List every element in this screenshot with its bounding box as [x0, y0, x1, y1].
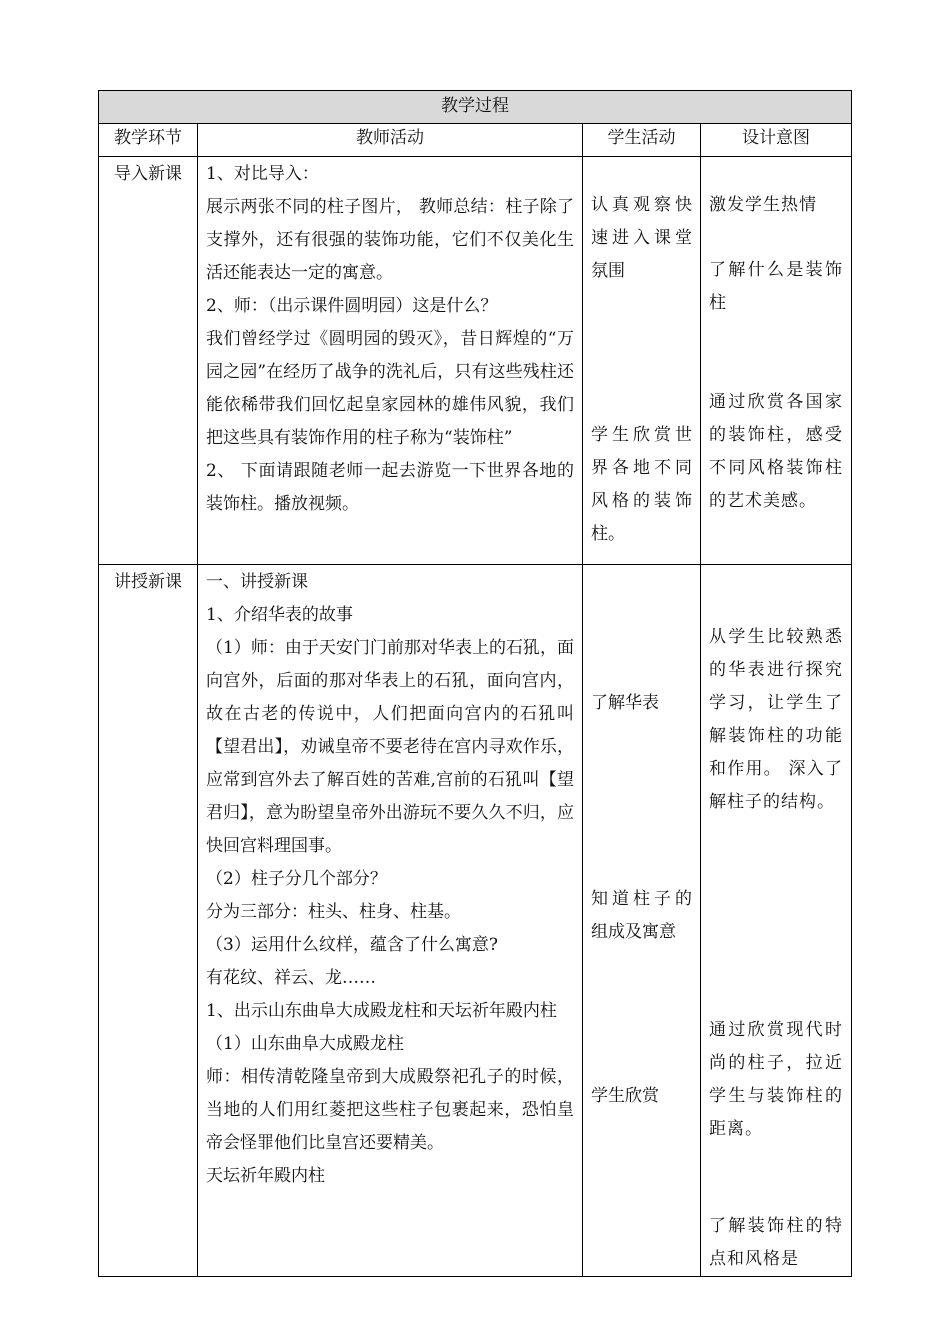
student-text: 认真观察快速进入课堂氛围 [591, 195, 692, 281]
student-text: 学生欣赏 [591, 1086, 659, 1106]
student-text: 了解华表 [591, 693, 659, 713]
intent-text: 激发学生热情 [709, 195, 817, 215]
intent-text: 从学生比较熟悉的华表进行探究学习，让学生了解装饰柱的功能和作用。 深入了解柱子的结构。 [709, 627, 843, 812]
paragraph: （1）师：由于天安门门前那对华表上的石犼，面向宫外，后面的那对华表上的石犼，面向宫内，故在古老的传说中，人们把面向宫内的石犼叫【望君出】，劝诫皇帝不要老待在宫内寻欢作乐，应常到宫外去了解百姓的苦难,宫前的石犼叫【望君归】，意为盼望皇帝外出游玩不要久久不归，应快回宫料理国事。 [206, 638, 574, 856]
header-teacher-activity: 教师活动 [198, 124, 583, 157]
design-intent-cell [701, 565, 852, 1277]
paragraph: 天坛祈年殿内柱 [206, 1166, 325, 1186]
table-title-row [99, 91, 852, 124]
paragraph: 2、师：（出示课件圆明园）这是什么？ [206, 296, 498, 316]
intent-text: 了解装饰柱的特点和风格是 [709, 1216, 843, 1269]
student-text: 知道柱子的组成及寓意 [591, 889, 692, 942]
teaching-process-table [98, 90, 852, 1277]
paragraph: 2、 下面请跟随老师一起去游览一下世界各地的装饰柱。播放视频。 [206, 461, 574, 514]
table-header-row [99, 124, 852, 157]
teacher-activity-cell [198, 157, 583, 565]
intent-text: 了解什么是装饰柱 [709, 260, 843, 313]
paragraph: 有花纹、祥云、龙…… [206, 968, 376, 988]
table-row [99, 157, 852, 565]
intent-text: 通过欣赏各国家的装饰柱，感受不同风格装饰柱的艺术美感。 [709, 392, 843, 511]
intent-text: 通过欣赏现代时尚的柱子，拉近学生与装饰柱的距离。 [709, 1020, 843, 1139]
student-text: 学生欣赏世界各地不同风格的装饰柱。 [591, 425, 692, 544]
paragraph: 分为三部分：柱头、柱身、柱基。 [206, 902, 461, 922]
stage-label: 导入新课 [99, 157, 198, 565]
stage-label: 讲授新课 [99, 565, 198, 1277]
paragraph: 1、介绍华表的故事 [206, 605, 353, 625]
student-activity-cell [583, 565, 701, 1277]
paragraph: 一、讲授新课 [206, 572, 308, 592]
student-activity-cell [583, 157, 701, 565]
paragraph: （3）运用什么纹样，蕴含了什么寓意? [206, 935, 498, 955]
paragraph: 1、出示山东曲阜大成殿龙柱和天坛祈年殿内柱 [206, 1001, 557, 1021]
teacher-activity-cell [198, 565, 583, 1277]
header-student-activity: 学生活动 [583, 124, 701, 157]
paragraph: 1、对比导入： [206, 164, 319, 184]
paragraph: （2）柱子分几个部分？ [206, 869, 387, 889]
design-intent-cell [701, 157, 852, 565]
paragraph: 我们曾经学过《圆明园的毁灭》，昔日辉煌的“万园之园”在经历了战争的洗礼后，只有这些残柱还能依稀带我们回忆起皇家园林的雄伟风貌，我们把这些具有装饰作用的柱子称为“装饰柱” [206, 329, 574, 448]
paragraph: （1）山东曲阜大成殿龙柱 [206, 1034, 404, 1054]
paragraph: 展示两张不同的柱子图片， 教师总结：柱子除了支撑外，还有很强的装饰功能，它们不仅美化生活还能表达一定的寓意。 [206, 197, 574, 283]
table-row [99, 565, 852, 1277]
paragraph: 师：相传清乾隆皇帝到大成殿祭祀孔子的时候，当地的人们用红菱把这些柱子包裹起来，恐怕皇帝会怪罪他们比皇宫还要精美。 [206, 1067, 574, 1153]
header-stage: 教学环节 [99, 124, 198, 157]
header-design-intent: 设计意图 [701, 124, 852, 157]
table-title: 教学过程 [99, 91, 852, 124]
